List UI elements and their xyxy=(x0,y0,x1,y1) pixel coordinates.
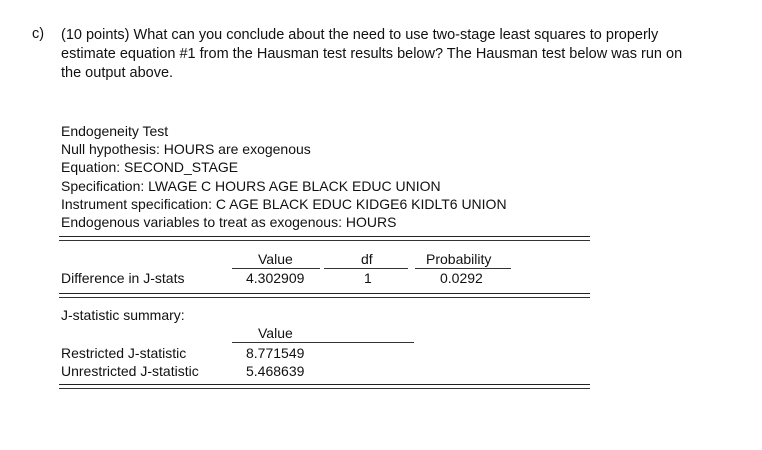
question-line: the output above. xyxy=(61,65,174,81)
question-line: estimate equation #1 from the Hausman test results below? The Hausman test below was run on xyxy=(61,46,683,62)
diff-row-probability: 0.0292 xyxy=(440,270,483,286)
endogeneity-test-header xyxy=(61,122,507,231)
jstat-value-underline xyxy=(232,342,414,343)
instrument-specification: Instrument specification: C AGE BLACK EDUC KIDGE6 KIDLT6 UNION xyxy=(61,195,507,212)
null-hypothesis: Null hypothesis: HOURS are exogenous xyxy=(61,141,311,158)
question-marker: c) xyxy=(32,26,45,42)
question-text xyxy=(61,26,721,83)
probability-column-underline xyxy=(415,268,511,269)
jstat-summary-title: J-statistic summary: xyxy=(61,307,185,323)
table-top-rule xyxy=(59,236,590,237)
equation-name: Equation: SECOND_STAGE xyxy=(61,159,239,176)
diff-header-df: df xyxy=(361,251,373,267)
test-title: Endogeneity Test xyxy=(61,123,169,139)
table-top-rule-secondary xyxy=(59,240,590,241)
unrestricted-jstat-value: 5.468639 xyxy=(246,363,305,379)
diff-row-label: Difference in J-stats xyxy=(61,270,185,286)
jstat-header-value: Value xyxy=(258,325,293,341)
restricted-jstat-value: 8.771549 xyxy=(246,345,305,361)
unrestricted-jstat-label: Unrestricted J-statistic xyxy=(61,363,199,379)
table-bottom-rule-secondary xyxy=(59,388,590,389)
table-middle-rule-secondary xyxy=(59,297,590,298)
restricted-jstat-label: Restricted J-statistic xyxy=(61,345,187,361)
value-column-underline xyxy=(232,268,320,269)
diff-header-probability: Probability xyxy=(426,251,492,267)
question-line: (10 points) What can you conclude about the need to use two-stage least squares to properly xyxy=(61,27,659,43)
table-middle-rule xyxy=(59,293,590,294)
specification: Specification: LWAGE C HOURS AGE BLACK EDUC UNION xyxy=(61,177,441,194)
endogenous-variables: Endogenous variables to treat as exogenous: HOURS xyxy=(61,214,397,231)
df-column-underline xyxy=(324,268,408,269)
diff-header-value: Value xyxy=(258,251,293,267)
diff-row-value: 4.302909 xyxy=(246,270,305,286)
diff-row-df: 1 xyxy=(364,270,372,286)
table-bottom-rule xyxy=(59,384,590,385)
